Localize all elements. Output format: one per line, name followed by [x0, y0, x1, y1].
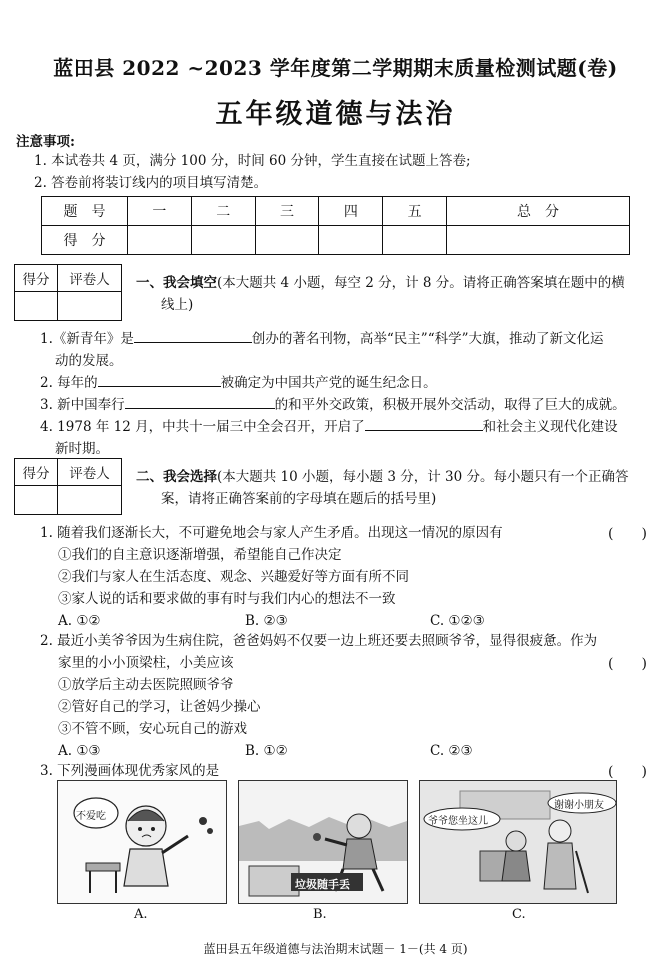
- caption-a: A.: [134, 907, 148, 922]
- answer-paren[interactable]: ( ): [608, 526, 647, 542]
- page-footer: 蓝田县五年级道德与法治期末试题－ 1－(共 4 页): [203, 942, 468, 956]
- score-table-header: 题 号: [42, 197, 128, 226]
- panel-b-sign-text: 垃圾随手丢: [295, 878, 350, 891]
- section2-title: 二、我会选择: [136, 469, 217, 485]
- q2-option-3: ③不管不顾，安心玩自己的游戏: [58, 721, 247, 737]
- score-table-header: 一: [128, 197, 192, 226]
- score-cell[interactable]: [128, 226, 192, 255]
- q2-choice-b: B. ①②: [245, 743, 288, 759]
- s2-question-2-stem-cont: 家里的小小顶梁柱，小美应该: [58, 655, 234, 671]
- score-table-header-row: [42, 197, 630, 226]
- notice-item-2: 2. 答卷前将装订线内的项目填写清楚。: [34, 175, 268, 191]
- section1-heading: [136, 272, 625, 294]
- q2-option-1: ①放学后主动去医院照顾爷爷: [58, 677, 234, 693]
- q1-text-b: 创办的著名刊物，高举“民主”“科学”大旗，推动了新文化运: [251, 331, 604, 347]
- s2-question-1-stem: 1. 随着我们逐渐长大，不可避免地会与家人产生矛盾。出现这一情况的原因有: [40, 525, 503, 541]
- grader-score-label: 得分: [15, 265, 58, 292]
- cartoon-panel-b: [238, 780, 408, 904]
- grader-reviewer-cell[interactable]: [58, 486, 122, 515]
- grader-reviewer-cell[interactable]: [58, 292, 122, 321]
- grader-reviewer-label: 评卷人: [58, 459, 122, 486]
- q4-text-a: 4. 1978 年 12 月，中共十一届三中全会召开，开启了: [40, 419, 365, 435]
- q1-text-a: 1.《新青年》是: [40, 331, 134, 347]
- section1-instruction: (本大题共 4 小题，每空 2 分，计 8 分。请将正确答案填在题中的横: [217, 275, 625, 291]
- cartoon-panel-a: [57, 780, 227, 904]
- q2-option-2: ②管好自己的学习，让爸妈少操心: [58, 699, 261, 715]
- q2-text-b: 被确定为中国共产党的诞生纪念日。: [220, 375, 437, 391]
- q1-option-1: ①我们的自主意识逐渐增强，希望能自己作决定: [58, 547, 342, 563]
- score-cell[interactable]: [191, 226, 255, 255]
- answer-paren[interactable]: ( ): [608, 656, 647, 672]
- s1-question-4: [40, 416, 618, 438]
- q2-choice-a: A. ①③: [58, 743, 101, 759]
- q4-text-b: 和社会主义现代化建设: [482, 419, 618, 435]
- s1-question-2: [40, 372, 437, 394]
- score-table-score-row: [42, 226, 630, 255]
- section2-instruction: (本大题共 10 小题，每小题 3 分，计 30 分。每小题只有一个正确答: [217, 469, 629, 485]
- q3-text-a: 3. 新中国奉行: [40, 397, 125, 413]
- grader-box-section2: [14, 458, 122, 515]
- answer-blank[interactable]: [125, 394, 275, 409]
- q2-text-a: 2. 每年的: [40, 375, 98, 391]
- score-table-header: 四: [319, 197, 383, 226]
- s1-question-3: [40, 394, 626, 416]
- cartoon-panel-c: [419, 780, 617, 904]
- grader-reviewer-label: 评卷人: [58, 265, 122, 292]
- section1-instruction-2: 线上): [161, 297, 194, 313]
- q1-option-2: ②我们与家人在生活态度、观念、兴趣爱好等方面有所不同: [58, 569, 409, 585]
- grader-score-cell[interactable]: [15, 486, 58, 515]
- s2-question-2-stem: 2. 最近小美爷爷因为生病住院，爸爸妈妈不仅要一边上班还要去照顾爷爷，显得很疲惫。作为: [40, 633, 598, 649]
- notice-heading: 注意事项:: [16, 134, 75, 150]
- caption-b: B.: [313, 907, 327, 922]
- caption-c: C.: [512, 907, 526, 922]
- q1-choice-b: B. ②③: [245, 613, 288, 629]
- s2-question-3-stem: 3. 下列漫画体现优秀家风的是: [40, 763, 220, 779]
- score-cell[interactable]: [319, 226, 383, 255]
- panel-c-bubble-1-text: 爷爷您坐这儿: [428, 816, 488, 827]
- q2-choice-c: C. ②③: [430, 743, 473, 759]
- section1-title: 一、我会填空: [136, 275, 217, 291]
- score-cell[interactable]: [255, 226, 319, 255]
- section2-heading: [136, 466, 628, 488]
- answer-blank[interactable]: [134, 328, 252, 343]
- q3-text-b: 的和平外交政策，积极开展外交活动，取得了巨大的成就。: [274, 397, 626, 413]
- exam-subtitle: 五年级道德与法治: [215, 99, 456, 130]
- score-table-header: 五: [383, 197, 447, 226]
- q1-choice-a: A. ①②: [58, 613, 101, 629]
- exam-title: 蓝田县 2022 ~2023 学年度第二学期期末质量检测试题(卷): [53, 56, 618, 80]
- notice-item-1: 1. 本试卷共 4 页，满分 100 分，时间 60 分钟，学生直接在试题上答卷;: [34, 153, 471, 169]
- grader-box-section1: [14, 264, 122, 321]
- s1-question-4-cont: 新时期。: [55, 441, 109, 457]
- section2-instruction-2: 案，请将正确答案前的字母填在题后的括号里): [161, 491, 437, 507]
- score-table-header: 三: [255, 197, 319, 226]
- score-table-header: 总 分: [447, 197, 630, 226]
- grader-score-label: 得分: [15, 459, 58, 486]
- answer-blank[interactable]: [365, 416, 483, 431]
- score-table-header: 二: [191, 197, 255, 226]
- q1-choice-c: C. ①②③: [430, 613, 485, 629]
- score-table: [41, 196, 630, 255]
- grader-score-cell[interactable]: [15, 292, 58, 321]
- score-cell[interactable]: [383, 226, 447, 255]
- panel-a-bubble-text: 不爱吃: [76, 811, 106, 822]
- child-refusing-food-icon: [58, 781, 226, 903]
- answer-paren[interactable]: ( ): [608, 764, 647, 780]
- s1-question-1-cont: 动的发展。: [55, 353, 123, 369]
- score-cell[interactable]: [447, 226, 630, 255]
- panel-c-bubble-2-text: 谢谢小朋友: [554, 800, 604, 811]
- q1-option-3: ③家人说的话和要求做的事有时与我们内心的想法不一致: [58, 591, 396, 607]
- s1-question-1: [40, 328, 604, 350]
- score-row-label: 得 分: [42, 226, 128, 255]
- answer-blank[interactable]: [98, 372, 221, 387]
